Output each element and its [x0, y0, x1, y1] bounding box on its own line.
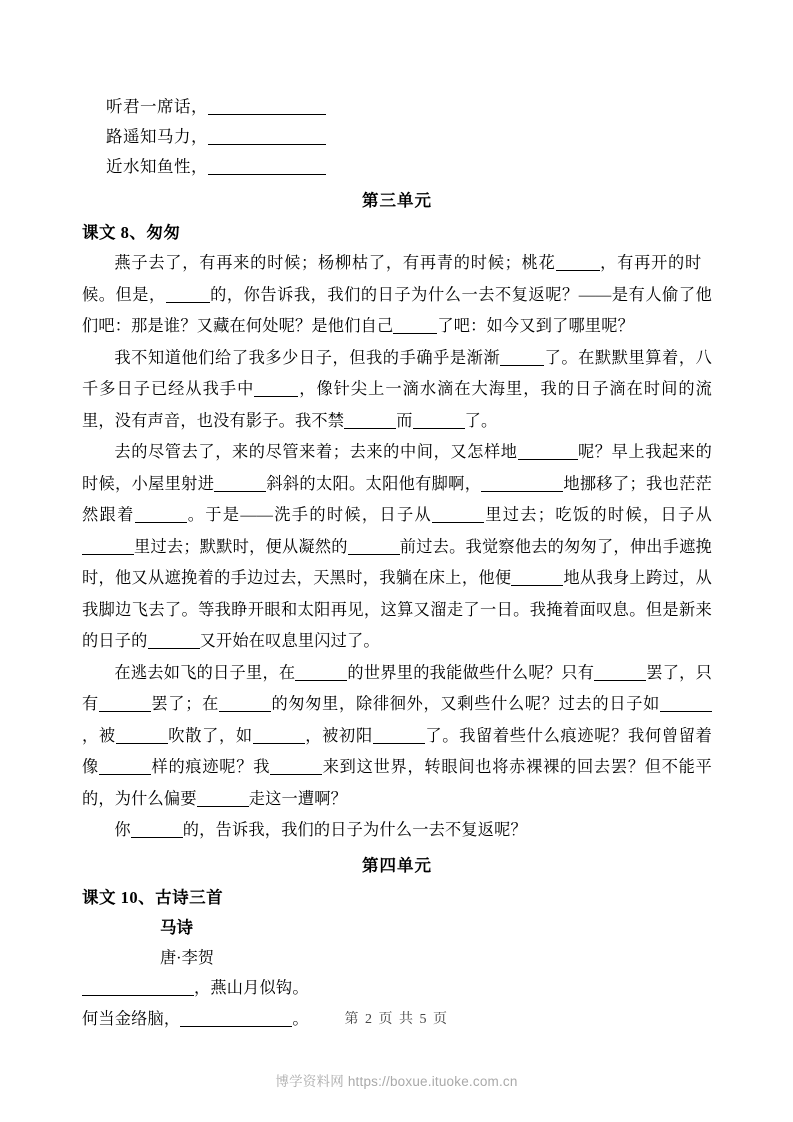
paragraph-2: [82, 343, 712, 438]
answer-blank[interactable]: [82, 980, 194, 996]
answer-blank[interactable]: [413, 413, 465, 429]
text-run: 呢？早上我起来的时候，小屋里射进: [82, 443, 712, 493]
couplet-line: [106, 152, 712, 182]
poem-line-1: [82, 973, 712, 1004]
text-run: 而: [396, 411, 413, 430]
text-run: 去的尽管去了，来的尽管来着；去来的中间，又怎样地: [114, 443, 518, 461]
text-run: 了。: [464, 411, 498, 430]
answer-blank[interactable]: [393, 318, 437, 334]
page-content: [82, 92, 712, 1035]
text-run: 的，你告诉我，我们的日子为什么一去不复返呢？——是有人偷了他们吧：那是谁？又藏在何处呢？是他们自己: [82, 285, 713, 335]
text-run: 的世界里的我能做些什么呢？只有: [347, 663, 595, 682]
text-run: 前过去。我觉察他去的匆匆了，伸出手遮挽时，他又从遮挽着的手边过去，天黑时，我躺在床上，他便: [82, 537, 712, 587]
text-run: 在逃去如飞的日子里，在: [114, 663, 296, 682]
couplet-line: [106, 92, 712, 122]
text-run: 你: [114, 821, 131, 839]
answer-blank[interactable]: [99, 759, 151, 775]
answer-blank[interactable]: [481, 476, 563, 492]
text-run: 候。但是，: [82, 285, 166, 304]
poem-author: 唐·李贺: [160, 948, 214, 967]
text-run: 斜斜的太阳。太阳他有脚啊，: [266, 474, 482, 493]
couplet-block: [82, 92, 712, 182]
text-run: ，被初阳: [304, 726, 373, 745]
answer-blank[interactable]: [135, 507, 187, 523]
answer-blank[interactable]: [99, 696, 151, 712]
text-run: 来到这世界，转眼间也将赤裸裸的回去罢？但不能平的，为什么偏要: [82, 758, 712, 808]
answer-blank[interactable]: [82, 539, 134, 555]
answer-blank[interactable]: [219, 696, 271, 712]
text-run: 地挪移了；我也茫茫然跟着: [82, 474, 712, 524]
text-run: 罢了；在: [150, 695, 219, 713]
lesson-heading-8: 课文 8、匆匆: [82, 223, 181, 242]
text-run: ，有再开的时: [599, 254, 702, 272]
unit-heading-3: 第三单元: [362, 191, 432, 210]
answer-blank[interactable]: [348, 539, 400, 555]
answer-blank[interactable]: [208, 129, 326, 145]
couplet-text: 听君一席话，: [106, 97, 208, 116]
answer-blank[interactable]: [208, 99, 326, 115]
page-footer: 第 2 页 共 5 页: [344, 1012, 449, 1027]
text-run: 燕子去了，有再来的时候；杨柳枯了，有再青的时候；桃花: [114, 254, 556, 272]
answer-blank[interactable]: [432, 507, 484, 523]
watermark: 博学资料网 https://boxue.ituoke.com.cn: [275, 1074, 518, 1089]
paragraph-1: [82, 248, 712, 343]
answer-blank[interactable]: [131, 822, 183, 838]
text-run: 吹散了，如: [167, 726, 253, 745]
text-run: 罢了，只有: [82, 663, 712, 713]
text-run: 里过去；吃饭的时候，日子从: [484, 506, 712, 524]
text-run: 。: [292, 1009, 309, 1028]
answer-blank[interactable]: [254, 381, 298, 397]
couplet-text: 路遥知马力，: [106, 127, 208, 146]
text-run: 了。我留着些什么痕迹呢？我何曾留着像: [82, 726, 713, 776]
text-run: 的匆匆里，除徘徊外，又剩些什么呢？过去的日子如: [270, 695, 660, 713]
unit-heading-4: 第四单元: [362, 855, 432, 875]
answer-blank[interactable]: [208, 159, 326, 175]
text-run: 走这一遭啊？: [248, 789, 348, 808]
text-run: 的，告诉我，我们的日子为什么一去不复返呢？: [182, 821, 527, 839]
answer-blank[interactable]: [166, 287, 210, 303]
couplet-line: [106, 122, 712, 152]
answer-blank[interactable]: [660, 696, 712, 712]
text-run: 了。在默默里算着，八千多日子已经从我手中: [82, 348, 712, 398]
answer-blank[interactable]: [594, 665, 646, 681]
answer-blank[interactable]: [556, 255, 600, 271]
text-run: 又开始在叹息里闪过了。: [199, 632, 380, 650]
text-run: 了吧：如今又到了哪里呢？: [437, 317, 635, 335]
answer-blank[interactable]: [500, 350, 544, 366]
answer-blank[interactable]: [253, 728, 305, 744]
answer-blank[interactable]: [148, 633, 200, 649]
answer-blank[interactable]: [344, 413, 396, 429]
answer-blank[interactable]: [116, 728, 168, 744]
text-run: 样的痕迹呢？我: [150, 758, 271, 776]
answer-blank[interactable]: [373, 728, 425, 744]
text-run: ，被: [82, 726, 116, 745]
answer-blank[interactable]: [197, 791, 249, 807]
text-run: 我不知道他们给了我多少日子，但我的手确乎是渐渐: [114, 348, 501, 367]
lesson-heading-10: 课文 10、古诗三首: [82, 887, 224, 907]
poem-title: 马诗: [160, 917, 193, 937]
text-run: ，燕山月似钩。: [194, 978, 309, 997]
text-run: ，像针尖上一滴水滴在大海里，我的日子滴在时间的流里，没有声音，也没有影子。我不禁: [82, 380, 712, 430]
paragraph-4: [82, 658, 712, 816]
text-run: 。于是——洗手的时候，日子从: [186, 506, 433, 524]
couplet-text: 近水知鱼性，: [106, 157, 208, 176]
text-run: 何当金络脑，: [82, 1009, 181, 1028]
answer-blank[interactable]: [295, 665, 347, 681]
text-run: 地从我身上跨过，从我脚边飞去了。等我睁开眼和太阳再见，这算又溜走了一日。我掩着面叹息。但是新来的日子的: [82, 569, 712, 650]
answer-blank[interactable]: [511, 570, 563, 586]
paragraph-3: [82, 437, 712, 658]
paragraph-5: [82, 815, 712, 847]
answer-blank[interactable]: [214, 476, 266, 492]
answer-blank[interactable]: [518, 444, 578, 460]
text-run: 里过去；默默时，便从凝然的: [134, 537, 348, 556]
answer-blank[interactable]: [270, 759, 322, 775]
